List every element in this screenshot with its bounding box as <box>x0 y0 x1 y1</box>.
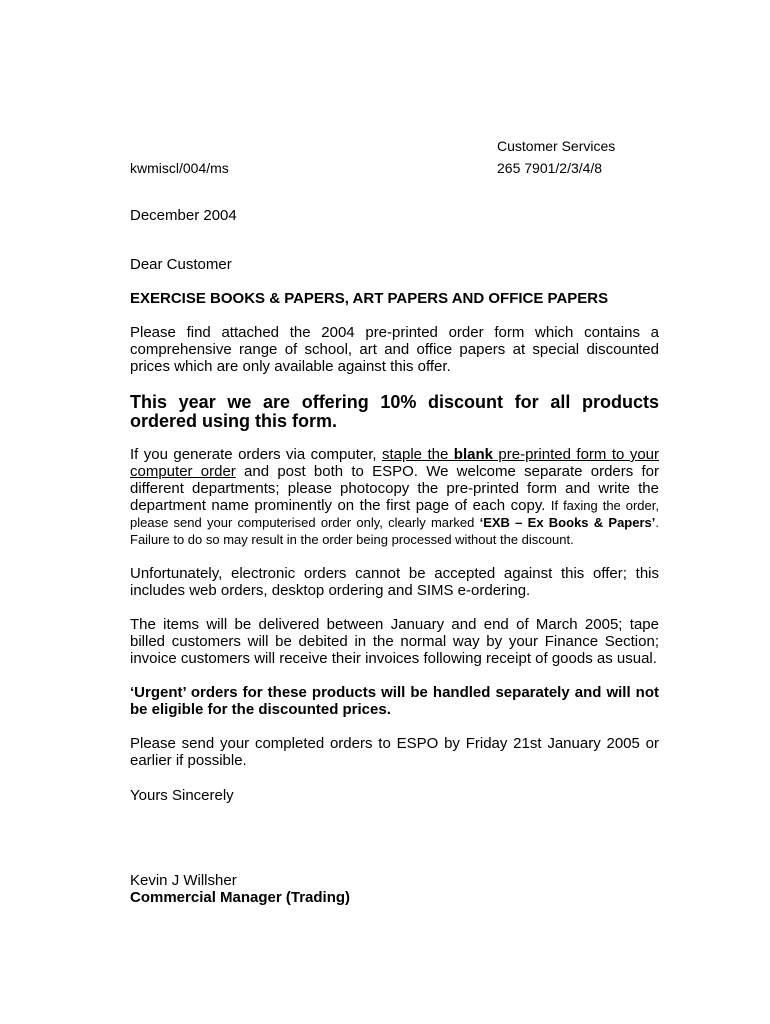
paragraph-deadline: Please send your completed orders to ESPO by Friday 21st January 2005 or earlier if possible. <box>130 735 659 769</box>
salutation: Dear Customer <box>130 256 232 273</box>
fax-warning: . Failure to do so may result in the order being processed without the discount. <box>130 515 660 547</box>
header-department: Customer Services <box>497 138 616 154</box>
signatory-name: Kevin J Willsher <box>130 872 237 889</box>
signatory-title: Commercial Manager (Trading) <box>130 889 351 906</box>
separate-orders-text: and post both to ESPO. We welcome separate orders for different departments; please photocopy the pre-printed form and write the department name prominently on the first page of each copy. <box>130 463 659 514</box>
computer-orders-intro: If you generate orders via computer, <box>130 446 382 463</box>
paragraph-electronic-orders: Unfortunately, electronic orders cannot be accepted against this offer; this includes web orders, desktop ordering and SIMS e-ordering. <box>130 565 659 599</box>
staple-instruction: staple the blank pre-printed form to your computer order <box>130 446 659 480</box>
closing: Yours Sincerely <box>130 787 234 804</box>
paragraph-intro: Please find attached the 2004 pre-printed order form which contains a comprehensive range of school, art and office papers at special discounted prices which are only available against this offer. <box>130 324 659 375</box>
paragraph-computer-orders <box>130 446 659 548</box>
fax-instruction: If faxing the order, please send your computerised order only, clearly marked <box>130 498 659 530</box>
discount-offer-heading: This year we are offering 10% discount for all products ordered using this form. <box>130 392 659 431</box>
urgent-orders-notice: ‘Urgent’ orders for these products will be handled separately and will not be eligible for the discounted prices. <box>130 684 659 718</box>
paragraph-delivery: The items will be delivered between January and end of March 2005; tape billed customers will be debited in the normal way by your Finance Section; invoice customers will receive their invoices following receipt of goods as usual. <box>130 616 659 667</box>
header-phone: 265 7901/2/3/4/8 <box>497 160 603 176</box>
reference-code: kwmiscl/004/ms <box>130 160 229 176</box>
letter-date: December 2004 <box>130 207 237 224</box>
subject-heading: EXERCISE BOOKS & PAPERS, ART PAPERS AND OFFICE PAPERS <box>130 290 609 307</box>
fax-marking: ‘EXB – Ex Books & Papers’ <box>479 515 656 530</box>
